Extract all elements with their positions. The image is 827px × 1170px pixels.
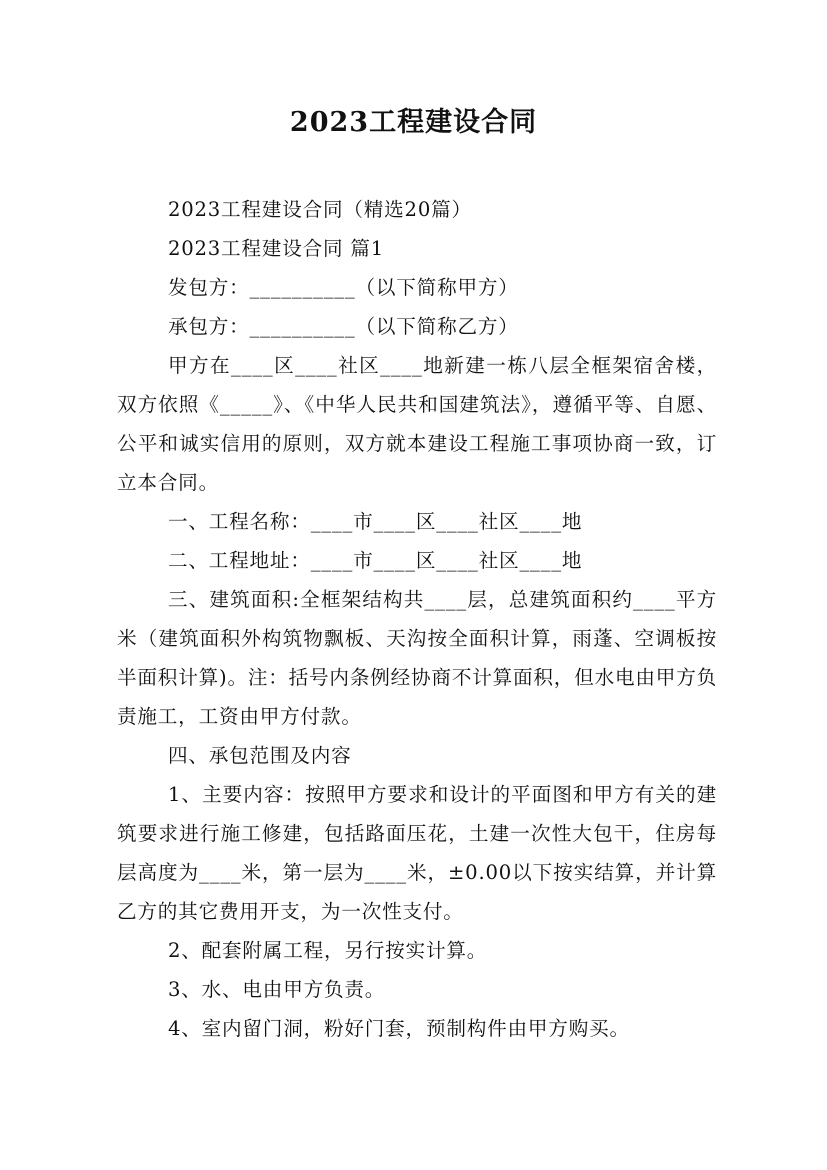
paragraph-water-electricity: 3、水、电由甲方负责。: [167, 978, 386, 1001]
paragraph-project-address: 二、工程地址：____市____区____社区____地: [167, 549, 583, 572]
paragraph-subtitle: 2023工程建设合同（精选20篇）: [167, 198, 472, 221]
paragraph-scope-heading: 四、承包范围及内容: [167, 744, 352, 767]
paragraph-ancillary-works: 2、配套附属工程，另行按实计算。: [167, 939, 488, 962]
paragraph-building-area: 三、建筑面积:全框架结构共____层，总建筑面积约____平方米（建筑面积外构筑物飘板、天沟按全面积计算，雨蓬、空调板按半面积计算)。注：括号内条例经协商不计算面积，但水电由甲方负责施工，工资由甲方付款。: [117, 588, 717, 728]
paragraph-main-content: 1、主要内容：按照甲方要求和设计的平面图和甲方有关的建筑要求进行施工修建，包括路面压花，土建一次性大包干，住房每层高度为____米，第一层为____米，±0.00以下按实结算，并计算乙方的其它费用开支，为一次性支付。: [117, 783, 717, 923]
document-body: [117, 190, 717, 1048]
paragraph-section-heading: 2023工程建设合同 篇1: [167, 237, 385, 260]
paragraph-preamble: 甲方在____区____社区____地新建一栋八层全框架宿舍楼，双方依照《_____》、《中华人民共和国建筑法》，遵循平等、自愿、公平和诚实信用的原则，双方就本建设工程施工事项协商一致，订立本合同。: [117, 354, 717, 494]
document-title: 2023工程建设合同: [289, 107, 538, 138]
paragraph-employer: 发包方：__________（以下简称甲方）: [167, 276, 519, 299]
paragraph-contractor: 承包方：__________（以下简称乙方）: [167, 315, 519, 338]
paragraph-project-name: 一、工程名称：____市____区____社区____地: [167, 510, 583, 533]
paragraph-door-openings: 4、室内留门洞，粉好门套，预制构件由甲方购买。: [167, 1017, 630, 1040]
